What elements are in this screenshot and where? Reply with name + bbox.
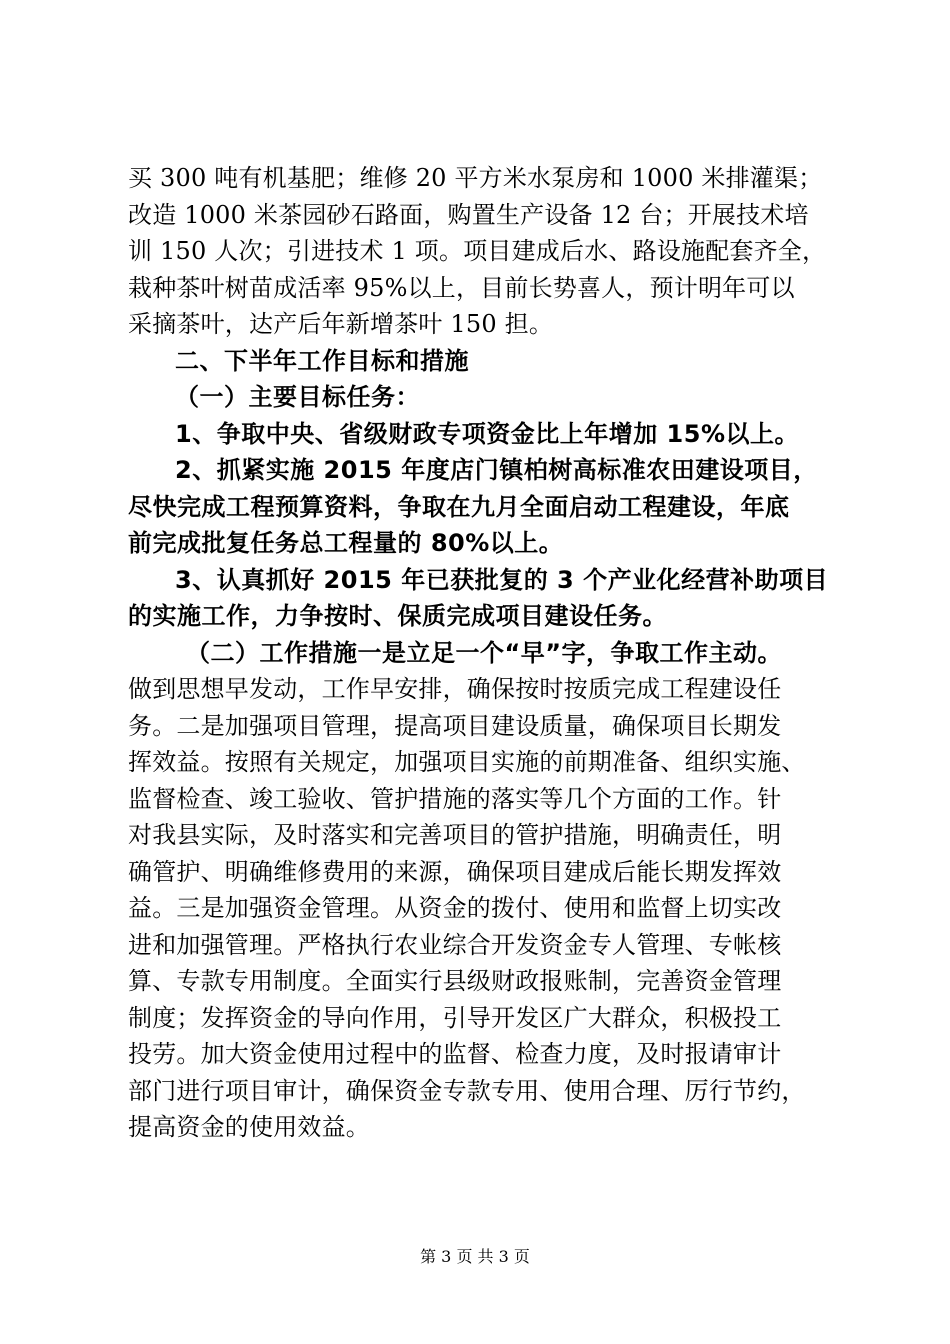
measures-heading: （二）工作措施一是立足一个“早”字，争取工作主动。 <box>186 638 783 667</box>
goal-item-1: 1、争取中央、省级财政专项资金比上年增加 15%以上。 <box>175 419 799 448</box>
body-line: 部门进行项目审计，确保资金专款专用、使用合理、厉行节约， <box>128 1076 806 1105</box>
body-line: 确管护、明确维修费用的来源，确保项目建成后能长期发挥效 <box>128 857 782 886</box>
body-line: 算、专款专用制度。全面实行县级财政报账制，完善资金管理 <box>128 967 782 995</box>
body-line: 务。二是加强项目管理，提高项目建设质量，确保项目长期发 <box>128 711 782 740</box>
body-line: 做到思想早发动，工作早安排，确保按时按质完成工程建设任 <box>128 675 782 703</box>
body-line: 买 300 吨有机基肥；维修 20 平方米水泵房和 1000 米排灌渠； <box>128 164 823 192</box>
goal-item-3: 3、认真抓好 2015 年已获批复的 3 个产业化经营补助项目 <box>175 565 829 594</box>
body-line: 对我县实际，及时落实和完善项目的管护措施，明确责任，明 <box>128 821 782 849</box>
goal-item-2-continued: 前完成批复任务总工程量的 80%以上。 <box>128 529 564 557</box>
body-line: 进和加强管理。严格执行农业综合开发资金专人管理、专帐核 <box>128 930 782 959</box>
page-footer: 第 3 页 共 3 页 <box>420 1247 530 1266</box>
body-line: 制度；发挥资金的导向作用，引导开发区广大群众，积极投工 <box>128 1003 782 1032</box>
body-line: 改造 1000 米茶园砂石路面，购置生产设备 12 台；开展技术培 <box>128 200 809 229</box>
goal-item-3-continued: 的实施工作，力争按时、保质完成项目建设任务。 <box>128 602 667 630</box>
body-line: 挥效益。按照有关规定，加强项目实施的前期准备、组织实施、 <box>128 748 806 776</box>
body-line: 训 150 人次；引进技术 1 项。项目建成后水、路设施配套齐全， <box>128 237 827 265</box>
body-line: 监督检查、竣工验收、管护措施的落实等几个方面的工作。针 <box>128 784 782 813</box>
subsection-heading: （一）主要目标任务： <box>175 383 420 411</box>
body-line: 益。三是加强资金管理。从资金的拨付、使用和监督上切实改 <box>128 894 782 922</box>
goal-item-2-continued: 尽快完成工程预算资料，争取在九月全面启动工程建设，年底 <box>128 492 790 521</box>
document-body <box>128 160 828 1146</box>
body-line: 栽种茶叶树苗成活率 95%以上，目前长势喜人，预计明年可以 <box>128 273 795 302</box>
body-line: 提高资金的使用效益。 <box>128 1113 370 1141</box>
body-line: 采摘茶叶，达产后年新增茶叶 150 担。 <box>128 310 554 338</box>
goal-item-2: 2、抓紧实施 2015 年度店门镇柏树高标准农田建设项目， <box>175 456 818 484</box>
body-line: 投劳。加大资金使用过程中的监督、检查力度，及时报请审计 <box>128 1040 782 1068</box>
section-heading: 二、下半年工作目标和措施 <box>175 346 469 375</box>
